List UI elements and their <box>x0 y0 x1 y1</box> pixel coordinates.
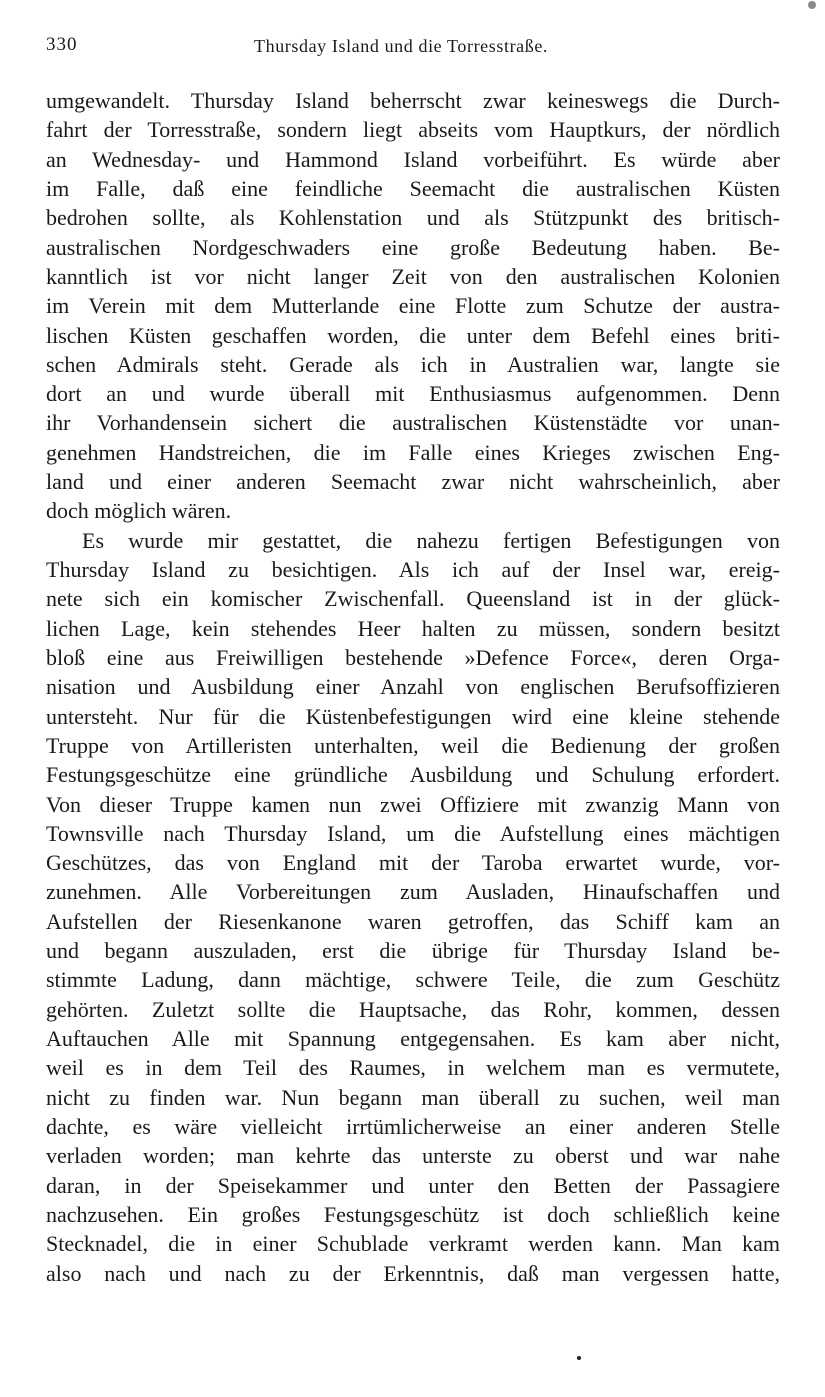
text-line: Geschützes, das von England mit der Taroba erwartet wurde, vor- <box>46 850 780 876</box>
text-line: verladen worden; man kehrte das unterste zu oberst und war nahe <box>46 1143 780 1169</box>
text-line: land und einer anderen Seemacht zwar nicht wahrscheinlich, aber <box>46 469 780 495</box>
text-line: nisation und Ausbildung einer Anzahl von englischen Berufsoffizieren <box>46 674 780 700</box>
text-line: Auftauchen Alle mit Spannung entgegensahen. Es kam aber nicht, <box>46 1026 780 1051</box>
text-line: australischen Nordgeschwaders eine große Bedeutung haben. Be- <box>46 234 780 260</box>
running-title: Thursday Island und die Torresstraße. <box>254 36 549 56</box>
text-line: Von dieser Truppe kamen nun zwei Offiziere mit zwanzig Mann von <box>46 791 780 817</box>
text-line: bedrohen sollte, als Kohlenstation und als Stützpunkt des britisch- <box>46 205 780 231</box>
text-line: also nach und nach zu der Erkenntnis, daß man vergessen hatte, <box>46 1260 780 1286</box>
text-line: lichen Lage, kein stehendes Heer halten zu müssen, sondern besitzt <box>46 615 780 641</box>
page-number: 330 <box>46 34 78 55</box>
text-line: Truppe von Artilleristen unterhalten, weil die Bedienung der großen <box>46 732 780 758</box>
text-line: im Falle, daß eine feindliche Seemacht die australischen Küsten <box>46 175 780 201</box>
body-text <box>46 86 780 1288</box>
text-line: Thursday Island zu besichtigen. Als ich auf der Insel war, ereig- <box>46 557 780 582</box>
text-line: untersteht. Nur für die Küstenbefestigungen wird eine kleine stehende <box>46 703 780 729</box>
page-header <box>46 34 780 64</box>
text-line: nicht zu finden war. Nun begann man überall zu suchen, weil man <box>46 1084 780 1110</box>
text-line: genehmen Handstreichen, die im Falle eines Krieges zwischen Eng- <box>46 439 780 465</box>
text-line: doch möglich wären. <box>46 498 232 524</box>
text-line: kanntlich ist vor nicht langer Zeit von den australischen Kolonien <box>46 263 780 289</box>
paragraph <box>46 86 780 526</box>
scan-speck <box>577 1356 581 1360</box>
text-line: ihr Vorhandensein sichert die australischen Küstenstädte vor unan- <box>46 410 780 436</box>
text-line: fahrt der Torresstraße, sondern liegt abseits vom Hauptkurs, der nördlich <box>46 117 780 143</box>
text-line: Stecknadel, die in einer Schublade verkramt werden kann. Man kam <box>46 1231 780 1257</box>
text-line: Townsville nach Thursday Island, um die Aufstellung eines mächtigen <box>46 820 780 846</box>
text-line: bloß eine aus Freiwilligen bestehende »Defence Force«, deren Orga- <box>46 644 780 670</box>
text-line: und begann auszuladen, erst die übrige für Thursday Island be- <box>46 938 780 964</box>
text-line: im Verein mit dem Mutterlande eine Flotte zum Schutze der austra- <box>46 293 780 319</box>
text-line: dort an und wurde überall mit Enthusiasmus aufgenommen. Denn <box>46 381 780 407</box>
text-line: dachte, es wäre vielleicht irrtümlicherweise an einer anderen Stelle <box>46 1113 780 1139</box>
text-line: an Wednesday- und Hammond Island vorbeiführt. Es würde aber <box>46 146 780 172</box>
text-line: zunehmen. Alle Vorbereitungen zum Ausladen, Hinaufschaffen und <box>46 879 780 905</box>
text-line: nete sich ein komischer Zwischenfall. Queensland ist in der glück- <box>46 586 780 612</box>
text-line: lischen Küsten geschaffen worden, die unter dem Befehl eines briti- <box>46 322 780 348</box>
text-line: Aufstellen der Riesenkanone waren getroffen, das Schiff kam an <box>46 908 780 934</box>
text-line: schen Admirals steht. Gerade als ich in Australien war, langte sie <box>46 351 780 377</box>
text-line: gehörten. Zuletzt sollte die Hauptsache, das Rohr, kommen, dessen <box>46 996 780 1022</box>
text-line: Es wurde mir gestattet, die nahezu fertigen Befestigungen von <box>82 527 780 553</box>
text-line: daran, in der Speisekammer und unter den Betten der Passagiere <box>46 1172 780 1198</box>
text-line: umgewandelt. Thursday Island beherrscht zwar keineswegs die Durch- <box>46 88 780 113</box>
text-line: Festungsgeschütze eine gründliche Ausbildung und Schulung erfordert. <box>46 762 780 788</box>
text-line: nachzusehen. Ein großes Festungsgeschütz ist doch schließlich keine <box>46 1201 780 1227</box>
text-line: stimmte Ladung, dann mächtige, schwere Teile, die zum Geschütz <box>46 967 780 993</box>
text-line: weil es in dem Teil des Raumes, in welchem man es vermutete, <box>46 1055 780 1081</box>
paragraph <box>46 526 780 1288</box>
scan-speck <box>808 1 816 9</box>
